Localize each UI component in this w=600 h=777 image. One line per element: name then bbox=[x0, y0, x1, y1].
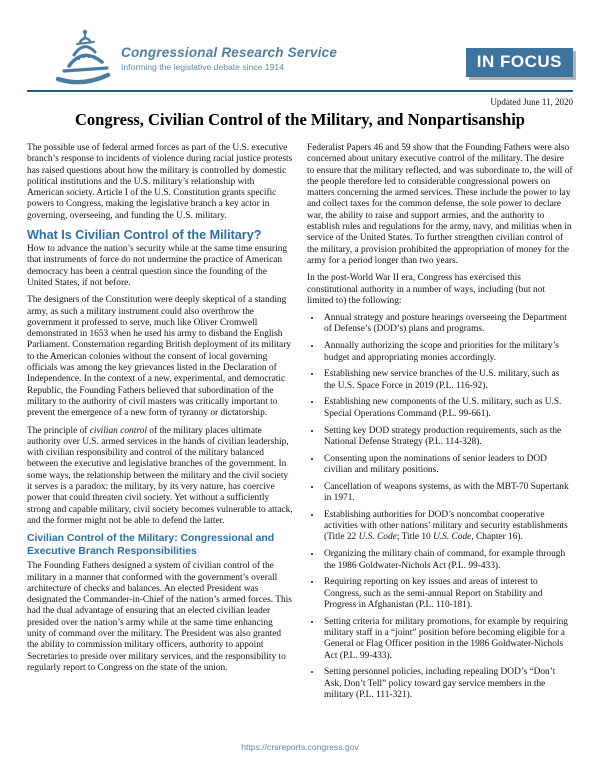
paragraph: How to advance the nation’s security while at the same time ensuring that instruments of force do not undermine the practice of American democracy has been a central question since the founding of the United States, if not before. bbox=[27, 244, 288, 288]
bullet-item: • Setting criteria for military promotions, for example by requiring military staff in a “joint” position before becoming eligible for a General or Flag Officer position in the 1986 Goldwater-Nichols Act (P.L. 99-433). bbox=[322, 617, 573, 662]
crs-logo bbox=[51, 28, 337, 86]
document-header bbox=[27, 28, 573, 88]
section-heading: What Is Civilian Control of the Military? bbox=[27, 228, 262, 243]
bullet-item: • Cancellation of weapons systems, as with the MBT-70 Supertank in 1971. bbox=[322, 482, 573, 505]
paragraph: Federalist Papers 46 and 59 show that the Founding Fathers were also concerned about unitary executive control of the military. The desire to ensure that the military reflected, and was subordinate to, the will of the people therefore led to considerable congressional powers on matters concerning the armed services. These include the power to lay and collect taxes for the common defense, the sole power to declare war, the ability to raise and support armies, and the authority to establish rules and regulations for the army, navy, and militias when in service of the United States. To further strengthen civilian control of the military, a provision prohibited the appropriation of money for the army for a period longer than two years. bbox=[307, 143, 573, 266]
bullet-item: • Requiring reporting on key issues and areas of interest to Congress, such as the semi-annual Report on Stability and Progress in Afghanistan (P.L. 110-181). bbox=[322, 577, 573, 611]
in-focus-badge: IN FOCUS bbox=[466, 48, 573, 77]
bullet-item: • Establishing new components of the U.S. military, such as U.S. Special Operations Command (P.L. 99-661). bbox=[322, 397, 573, 420]
capitol-dome-icon bbox=[51, 28, 115, 86]
logo-tagline: Informing the legislative debate since 1914 bbox=[121, 62, 284, 72]
bullet-item: • Consenting upon the nominations of senior leaders to DOD civilian and military positions. bbox=[322, 454, 573, 477]
bullet-item: • Setting key DOD strategy production requirements, such as the National Defense Strategy (P.L. 114-328). bbox=[322, 426, 573, 449]
bullet-item: • Establishing authorities for DOD’s noncombat cooperative activities with other nations’ military and security establishments (Title 22 U.S. Code; Title 10 U.S. Code, Chapter 16). bbox=[322, 510, 573, 544]
right-column bbox=[307, 143, 573, 707]
bullet-item: • Setting personnel policies, including repealing DOD’s “Don’t Ask, Don’t Tell” policy toward gay service members in the military (P.L. 111-321). bbox=[322, 667, 573, 701]
bullet-list bbox=[310, 313, 573, 701]
left-column bbox=[27, 143, 293, 707]
paragraph: The possible use of federal armed forces as part of the U.S. executive branch’s response to incidents of violence during racial justice protests has raised questions about how the military is controlled by domestic political institutions and the U.S. military’s relationship with American society. Article I of the U.S. Constitution grants specific powers to Congress, making the legislative branch a key actor in governing, overseeing, and funding the U.S. military. bbox=[27, 143, 293, 221]
footer-url-link[interactable]: https://crsreports.congress.gov bbox=[241, 742, 359, 752]
logo-text bbox=[121, 28, 337, 72]
updated-date: Updated June 11, 2020 bbox=[490, 97, 573, 107]
paragraph: The principle of civilian control of the military places ultimate authority over U.S. armed services in the hands of civilian leadership, with civilian responsibility and control of the military balanced between the executive and legislative branches of the government. In some ways, the relationship between the military and the civil society it serves is a paradox: the military, by its very nature, has coercive power that could threaten civil society. Yet without a sufficiently strong and capable military, civil society becomes vulnerable to attack, and the former might not be able to defend the latter. bbox=[27, 425, 293, 526]
bullet-item: • Annually authorizing the scope and priorities for the military’s budget and appropriating monies accordingly. bbox=[322, 341, 573, 364]
paragraph: The designers of the Constitution were deeply skeptical of a standing army, as such a military instrument could also overthrow the government it professed to serve, much like Oliver Cromwell demonstrated in 1653 when he used his army to disband the English Parliament. Consternation regarding British deployment of its military to the American colonies without the consent of local governing officials was among the key grievances listed in the Declaration of Independence. In the context of a new, experimental, and democratic Republic, the Founding Fathers believed that subordination of the military to the authority of civil masters was critically important to prevent the emergence of a new form of tyranny or dictatorship. bbox=[27, 295, 292, 419]
bullet-item: • Establishing new service branches of the U.S. military, such as the U.S. Space Force in 2019 (P.L. 116-92). bbox=[322, 369, 573, 392]
logo-title: Congressional Research Service bbox=[121, 45, 338, 60]
document-title: Congress, Civilian Control of the Military, and Nonpartisanship bbox=[75, 110, 525, 129]
paragraph: In the post-World War II era, Congress has exercised this constitutional authority in a number of ways, including (but not limited to) the following: bbox=[307, 273, 545, 306]
two-column-body bbox=[27, 143, 573, 707]
header-divider bbox=[27, 90, 573, 92]
bullet-item: • Annual strategy and posture hearings overseeing the Department of Defense’s (DOD’s) plans and programs. bbox=[322, 313, 573, 336]
paragraph: The Founding Fathers designed a system of civilian control of the military in a manner that conformed with the government’s overall architecture of checks and balances. An elected President was designated the Commander-in-Chief of the nation’s armed forces. This had the dual advantage of ensuring that an elected civilian leader presided over the nation’s army while at the same time enhancing unity of command over the military. The President was also granted the ability to commission military officers, authority to appoint Secretaries to preside over military services, and the responsibility to regularly report to Congress on the state of the union. bbox=[27, 561, 292, 673]
bullet-item: • Organizing the military chain of command, for example through the 1986 Goldwater-Nichols Act (P.L. 99-433). bbox=[322, 549, 573, 572]
section-heading: Civilian Control of the Military: Congressional and Executive Branch Responsibilities bbox=[27, 533, 275, 557]
